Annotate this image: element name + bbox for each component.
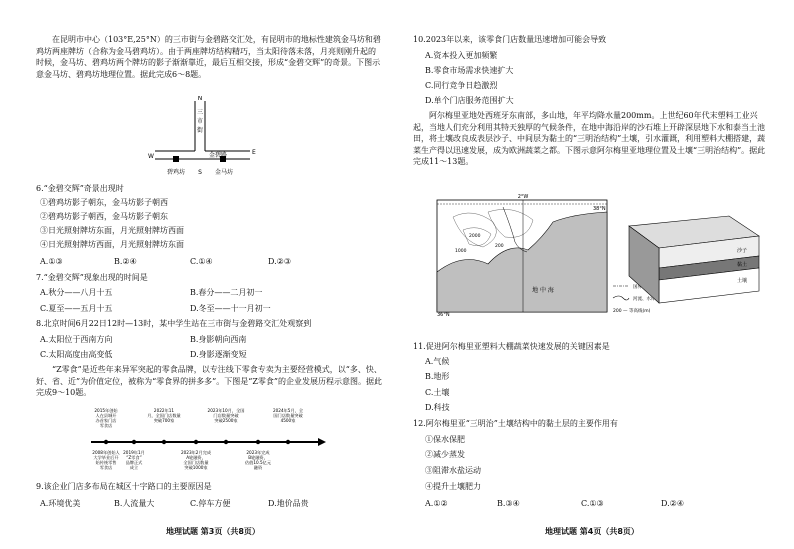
q9-option-d[interactable]: D.地价品贵 — [268, 499, 309, 508]
west-label: W — [148, 153, 154, 160]
sea-label: 地 中 海 — [532, 287, 554, 294]
q12-option-c[interactable]: C.①③ — [581, 499, 604, 508]
q7-option-c[interactable]: C.夏至——五月十五 — [40, 304, 113, 313]
tl-bot-1-l4: 零食店 — [99, 465, 113, 470]
intro-paragraph: 在昆明市中心（103°E,25°N）的三市街与金碧路交汇处，有昆明市的地标性建筑金马坊和碧鸡坊两座牌坊（合称为金马碧鸡坊）。由于两座牌坊结构精巧，当太阳待落未落，月亮则刚升起的时候，金马坊、碧鸡坊两个牌坊的影子渐渐靠近，最后互相交接，形成“金碧交辉”的奇景。下图示意金马坊、碧鸡坊地理位置。据此完成6～8题。 — [36, 35, 381, 79]
q9-option-b[interactable]: B.人流量大 — [114, 499, 155, 508]
soil-diagram — [619, 206, 769, 316]
q7-option-d[interactable]: D.冬至——十一月初一 — [190, 304, 271, 313]
q11-stem: 11.促进阿尔梅里亚塑料大棚蔬菜快速发展的关键因素是 — [413, 342, 610, 351]
tl-top-1-l1: 2015年创始 — [94, 408, 118, 413]
tl-top-2-l3: 突破700家 — [153, 418, 175, 423]
tl-bot-4-l4: 融资 — [253, 465, 263, 470]
tl-top-3-l2: 门店数量突破 — [213, 413, 239, 418]
q12-item-3: ③阻滞水盐运动 — [425, 466, 481, 475]
q9-option-a[interactable]: A.环境优美 — [40, 499, 81, 508]
timeline-arrow — [318, 438, 326, 446]
tl-bot-1-l3: 始传统零售 — [95, 460, 117, 465]
q12-item-1: ①保水保肥 — [425, 435, 465, 444]
q12-item-2: ②减少蒸发 — [425, 450, 465, 459]
q7-option-b[interactable]: B.春分——二月初一 — [190, 288, 263, 297]
q11-option-b[interactable]: B.地形 — [425, 372, 450, 381]
q9-stem: 9.该企业门店多布局在城区十字路口的主要原因是 — [36, 482, 212, 491]
tl-top-2-l1: 2022年11 — [153, 408, 175, 413]
jinbi-road-label: 金碧路 — [208, 152, 228, 159]
q6-item-4: ④日光照射牌坊西面，月光照射牌坊东面 — [40, 240, 184, 249]
q10-option-a[interactable]: A.资本投入更加频繁 — [425, 51, 498, 60]
legend-river-text: 河流、水库 — [633, 297, 656, 302]
lat2-label: 36°N — [437, 312, 450, 317]
tl-top-2-l2: 月，全国门店数量 — [147, 413, 181, 418]
tl-bot-3-l4: 突破1000家 — [184, 465, 208, 470]
q10-option-d[interactable]: D.单个门店服务范围扩大 — [425, 96, 514, 105]
q12-option-d[interactable]: D.②④ — [661, 499, 685, 508]
contour-1000: 1000 — [455, 249, 467, 254]
tl-top-4-l3: 4500家 — [280, 418, 296, 423]
tl-bot-4-l1: 2023年完成 — [246, 450, 270, 455]
sanshi-street-char-3: 街 — [196, 127, 204, 134]
q11-option-d[interactable]: D.科技 — [425, 403, 450, 412]
tl-top-4-l2: 国门店数量突破 — [273, 413, 303, 418]
q12-option-a[interactable]: A.①② — [425, 499, 448, 508]
q7-option-a[interactable]: A.秋分——八月十五 — [40, 288, 113, 297]
q12-item-4: ④提升土壤肥力 — [425, 482, 481, 491]
q6-option-c[interactable]: C.①④ — [190, 257, 213, 266]
tl-bot-1-l1: 2008年创始人 — [92, 450, 120, 455]
tl-bot-3-l3: 全国门店数量 — [183, 460, 209, 465]
contour-2000: 2000 — [469, 234, 481, 239]
intro2-paragraph: “Z零食”是近些年来异军突起的零食品牌，以专注线下零食专卖为主要经营模式，以“多、快、好、省、近”为价值定位，被称为“零食界的拼多多”。下图是“Z零食”的企业发展历程示意图。据此完成9～10题。 — [36, 365, 383, 398]
legend-contour-text: 200 — 等高线(m) — [613, 309, 651, 314]
q8-option-a[interactable]: A.太阳位于西南方向 — [40, 335, 113, 344]
q8-option-d[interactable]: D.身影逐渐变短 — [190, 350, 247, 359]
q6-option-d[interactable]: D.②③ — [268, 257, 292, 266]
land-relief-2 — [488, 209, 533, 237]
sea-area — [437, 212, 607, 312]
label-soil: 土壤 — [737, 278, 748, 284]
q11-option-a[interactable]: A.气候 — [425, 357, 450, 366]
timeline — [86, 406, 326, 478]
bijifang-marker — [173, 156, 179, 162]
tl-bot-3-l2: A轮融资， — [186, 455, 206, 460]
q12-stem: 12.阿尔梅里亚“三明治”土壤结构中的黏土层的主要作用有 — [413, 419, 618, 428]
q8-option-b[interactable]: B.身影朝向西南 — [190, 335, 247, 344]
q10-stem: 10.2023年以来，该零食门店数量迅速增加可能会导致 — [413, 35, 607, 44]
right-page — [397, 0, 794, 549]
tl-bot-4-l3: 估值10.5亿元 — [244, 460, 272, 465]
left-footer: 地理试题 第3页（共8页） — [166, 527, 260, 536]
tl-top-1-l4: 零食店 — [99, 423, 113, 428]
tl-bot-2-l3: 品牌正式 — [125, 460, 143, 465]
east-label: E — [252, 149, 256, 156]
q6-item-1: ①碧鸡坊影子朝东，金马坊影子朝西 — [40, 198, 168, 207]
bijifang-label: 碧鸡坊 — [166, 169, 186, 176]
tl-bot-2-l4: 成立 — [129, 465, 139, 470]
label-sand: 沙子 — [737, 248, 748, 254]
q6-option-a[interactable]: A.①③ — [40, 257, 63, 266]
jinmafang-label: 金马坊 — [214, 169, 234, 176]
legend-border-text: 国界 — [633, 285, 642, 290]
tl-top-3-l1: 2023年10月，全国 — [207, 408, 245, 413]
contour-200: 200 — [495, 244, 504, 249]
tl-top-3-l3: 突破2500家 — [214, 418, 238, 423]
tl-bot-2-l2: “Z零食” — [126, 455, 142, 460]
lon-label: 2°W — [517, 194, 529, 200]
tl-bot-1-l2: 大学毕业后开 — [93, 455, 119, 460]
q6-item-3: ③日光照射牌坊东面，月光照射牌坊西面 — [40, 226, 184, 235]
street-map — [140, 96, 260, 181]
tl-top-1-l3: 办首家门店 — [95, 418, 117, 423]
q10-option-b[interactable]: B.零食市场需求快速扩大 — [425, 66, 514, 75]
south-label: S — [198, 169, 202, 176]
label-clay: 黏土 — [737, 262, 748, 268]
tl-bot-4-l2: B轮融资， — [248, 455, 268, 460]
q6-option-b[interactable]: B.②④ — [114, 257, 137, 266]
land-relief-1 — [453, 213, 496, 247]
right-footer: 地理试题 第4页（共8页） — [545, 527, 639, 536]
tl-top-1-l2: 人在县城开 — [95, 413, 117, 418]
tl-bot-2-l1: 2019年1月 — [123, 450, 145, 455]
q6-item-2: ②碧鸡坊影子朝西，金马坊影子朝东 — [40, 212, 168, 221]
intro3-paragraph: 阿尔梅里亚地处西班牙东南部，多山地，年平均降水量200mm。上世纪60年代末塑料工业兴起，当地人们充分利用其特天独厚的气候条件，在地中海沿岸的沙石堆上开辟深层地下水和泰当土池田，将土壤改良成表层沙子、中间层为黏土的“三明治结构”土壤，引水灌溉，利用塑料大棚搭建，蔬菜生产得以迅速发展，成为欧洲蔬菜之都。下图示意阿尔梅里亚地理位置及土壤“三明治结构”。据此完成11～13题。 — [413, 111, 766, 167]
lat1-label: 38°N — [593, 206, 606, 212]
q6-stem: 6.“金碧交辉”奇景出现时 — [36, 184, 124, 193]
q8-stem: 8.北京时间6月22日12时—13时，某中学生站在三市街与金碧路交汇处观察到 — [36, 319, 312, 328]
tl-bot-3-l1: 2023年2月完成 — [180, 450, 212, 455]
q9-option-c[interactable]: C.停车方便 — [190, 499, 231, 508]
q7-stem: 7.“金碧交辉”现象出现的时间是 — [36, 273, 148, 282]
sanshi-street-char-1: 三 — [196, 109, 204, 116]
north-label: N — [197, 96, 203, 102]
q8-option-c[interactable]: C.太阳高度由高变低 — [40, 350, 113, 359]
q10-option-c[interactable]: C.同行竞争日趋激烈 — [425, 81, 498, 90]
q11-option-c[interactable]: C.土壤 — [425, 388, 450, 397]
sanshi-street-char-2: 市 — [196, 118, 204, 125]
almeria-map — [433, 192, 613, 317]
q12-option-b[interactable]: B.③④ — [497, 499, 520, 508]
tl-top-4-l1: 2024年5月，全 — [272, 408, 304, 413]
